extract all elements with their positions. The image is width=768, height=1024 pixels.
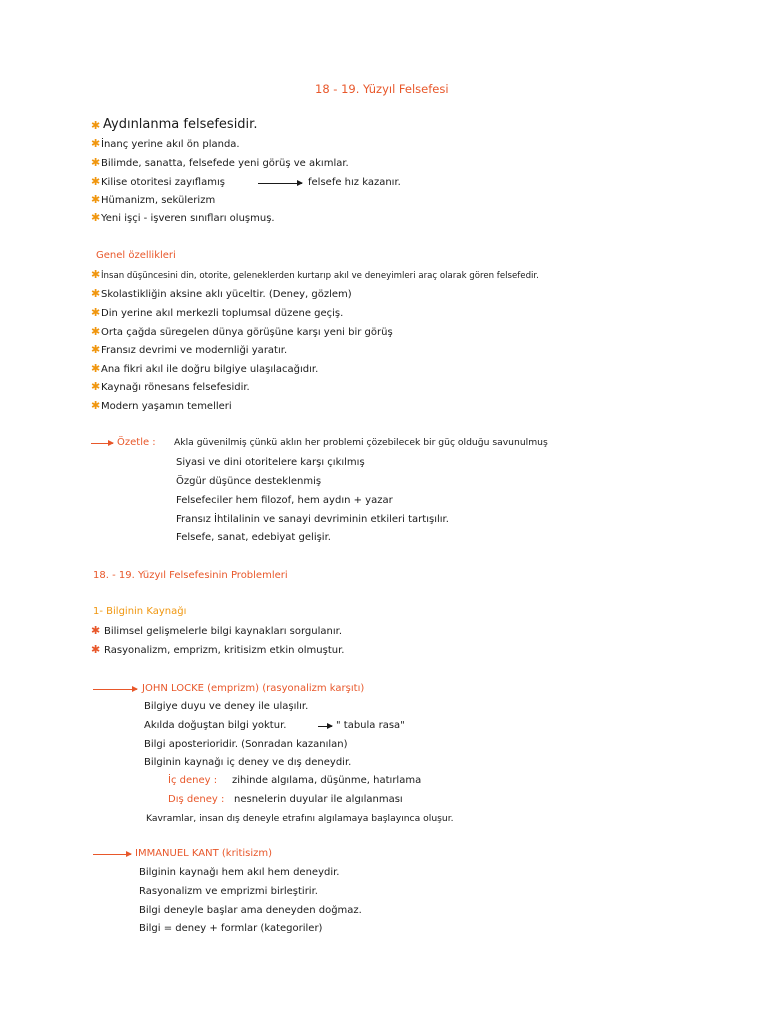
bullet-star-icon: ✱ xyxy=(91,156,101,169)
bullet-star-icon: ✱ xyxy=(91,343,101,356)
kant-line: Bilginin kaynağı hem akıl hem deneydir. xyxy=(139,867,340,878)
ozetle-line: Siyasi ve dini otoritelere karşı çıkılmış xyxy=(176,457,365,468)
intro-item: İnanç yerine akıl ön planda. xyxy=(101,139,240,150)
problem-item: Rasyonalizm, emprizm, kritisizm etkin olmuştur. xyxy=(104,645,345,656)
bullet-star-icon: ✱ xyxy=(91,306,101,319)
genel-item: Ana fikri akıl ile doğru bilgiye ulaşılacağıdır. xyxy=(101,364,319,375)
ozetle-line: Felsefeciler hem filozof, hem aydın + yazar xyxy=(176,495,393,506)
ozetle-line: Özgür düşünce desteklenmiş xyxy=(176,476,322,487)
page-title: 18 - 19. Yüzyıl Felsefesi xyxy=(315,82,449,96)
locke-tabula: " tabula rasa" xyxy=(336,720,405,731)
dis-deney-label: Dış deney : xyxy=(168,794,225,805)
bullet-star-icon: ✱ xyxy=(91,380,101,393)
intro-item: Hümanizm, sekülerizm xyxy=(101,195,216,206)
bullet-star-icon: ✱ xyxy=(91,643,101,656)
bullet-star-icon: ✱ xyxy=(91,624,101,637)
genel-item: Modern yaşamın temelleri xyxy=(101,401,232,412)
locke-last: Kavramlar, insan dış deneyle etrafını algılamaya başlayınca oluşur. xyxy=(146,813,454,824)
intro-arrow-target: felsefe hız kazanır. xyxy=(308,177,401,188)
section-heading-problemler: 18. - 19. Yüzyıl Felsefesinin Problemleri xyxy=(93,570,288,581)
locke-line: Bilgiye duyu ve deney ile ulaşılır. xyxy=(144,701,309,712)
bullet-star-icon: ✱ xyxy=(91,399,101,412)
arrow-right-icon xyxy=(91,443,113,444)
genel-item: Skolastikliğin aksine aklı yüceltir. (Deney, gözlem) xyxy=(101,289,352,300)
intro-item: Kilise otoritesi zayıflamış xyxy=(101,177,225,188)
kant-line: Bilgi deneyle başlar ama deneyden doğmaz. xyxy=(139,905,362,916)
locke-line: Bilginin kaynağı iç deney ve dış deneydir. xyxy=(144,757,352,768)
bullet-star-icon: ✱ xyxy=(91,193,101,206)
intro-item: Yeni işçi - işveren sınıfları oluşmuş. xyxy=(101,213,275,224)
kant-heading: IMMANUEL KANT (kritisizm) xyxy=(135,848,273,859)
ic-deney-text: zihinde algılama, düşünme, hatırlama xyxy=(232,775,422,786)
genel-item: İnsan düşüncesini din, otorite, geleneklerden kurtarıp akıl ve deneyimleri araç olarak gören felsefedir. xyxy=(101,271,539,281)
bullet-star-icon: ✱ xyxy=(91,362,101,375)
ic-deney-label: İç deney : xyxy=(168,775,218,786)
bullet-star-icon: ✱ xyxy=(91,287,101,300)
kant-line: Rasyonalizm ve emprizmi birleştirir. xyxy=(139,886,318,897)
bullet-star-icon: ✱ xyxy=(91,137,101,150)
locke-line: Akılda doğuştan bilgi yoktur. xyxy=(144,720,287,731)
subsection-heading: 1- Bilginin Kaynağı xyxy=(93,606,187,617)
ozetle-label: Özetle : xyxy=(117,437,156,448)
bullet-star-icon: ✱ xyxy=(91,175,101,188)
arrow-right-icon xyxy=(258,183,302,184)
intro-item: Bilimde, sanatta, felsefede yeni görüş ve akımlar. xyxy=(101,158,349,169)
bullet-star-icon: ✱ xyxy=(91,211,101,224)
genel-item: Din yerine akıl merkezli toplumsal düzene geçiş. xyxy=(101,308,344,319)
arrow-right-icon xyxy=(318,726,332,727)
bullet-star-icon: ✱ xyxy=(91,268,101,281)
genel-item: Fransız devrimi ve modernliği yaratır. xyxy=(101,345,288,356)
problem-item: Bilimsel gelişmelerle bilgi kaynakları sorgulanır. xyxy=(104,626,343,637)
locke-line: Bilgi aposterioridir. (Sonradan kazanılan) xyxy=(144,739,348,750)
genel-item: Orta çağda süregelen dünya görüşüne karşı yeni bir görüş xyxy=(101,327,393,338)
arrow-right-icon xyxy=(93,689,137,690)
kant-line: Bilgi = deney + formlar (kategoriler) xyxy=(139,923,323,934)
genel-item: Kaynağı rönesans felsefesidir. xyxy=(101,382,250,393)
bullet-star-icon: ✱ xyxy=(91,325,101,338)
section-heading-genel: Genel özellikleri xyxy=(96,250,176,261)
ozetle-line: Akla güvenilmiş çünkü aklın her problemi çözebilecek bir güç olduğu savunulmuş xyxy=(174,437,548,448)
dis-deney-text: nesnelerin duyular ile algılanması xyxy=(234,794,403,805)
arrow-right-icon xyxy=(93,854,131,855)
ozetle-line: Fransız İhtilalinin ve sanayi devriminin etkileri tartışılır. xyxy=(176,514,449,525)
locke-heading: JOHN LOCKE (emprizm) (rasyonalizm karşıtı) xyxy=(142,683,365,694)
bullet-star-icon: ✱ xyxy=(91,119,101,132)
ozetle-line: Felsefe, sanat, edebiyat gelişir. xyxy=(176,532,331,543)
intro-item: Aydınlanma felsefesidir. xyxy=(103,117,258,132)
